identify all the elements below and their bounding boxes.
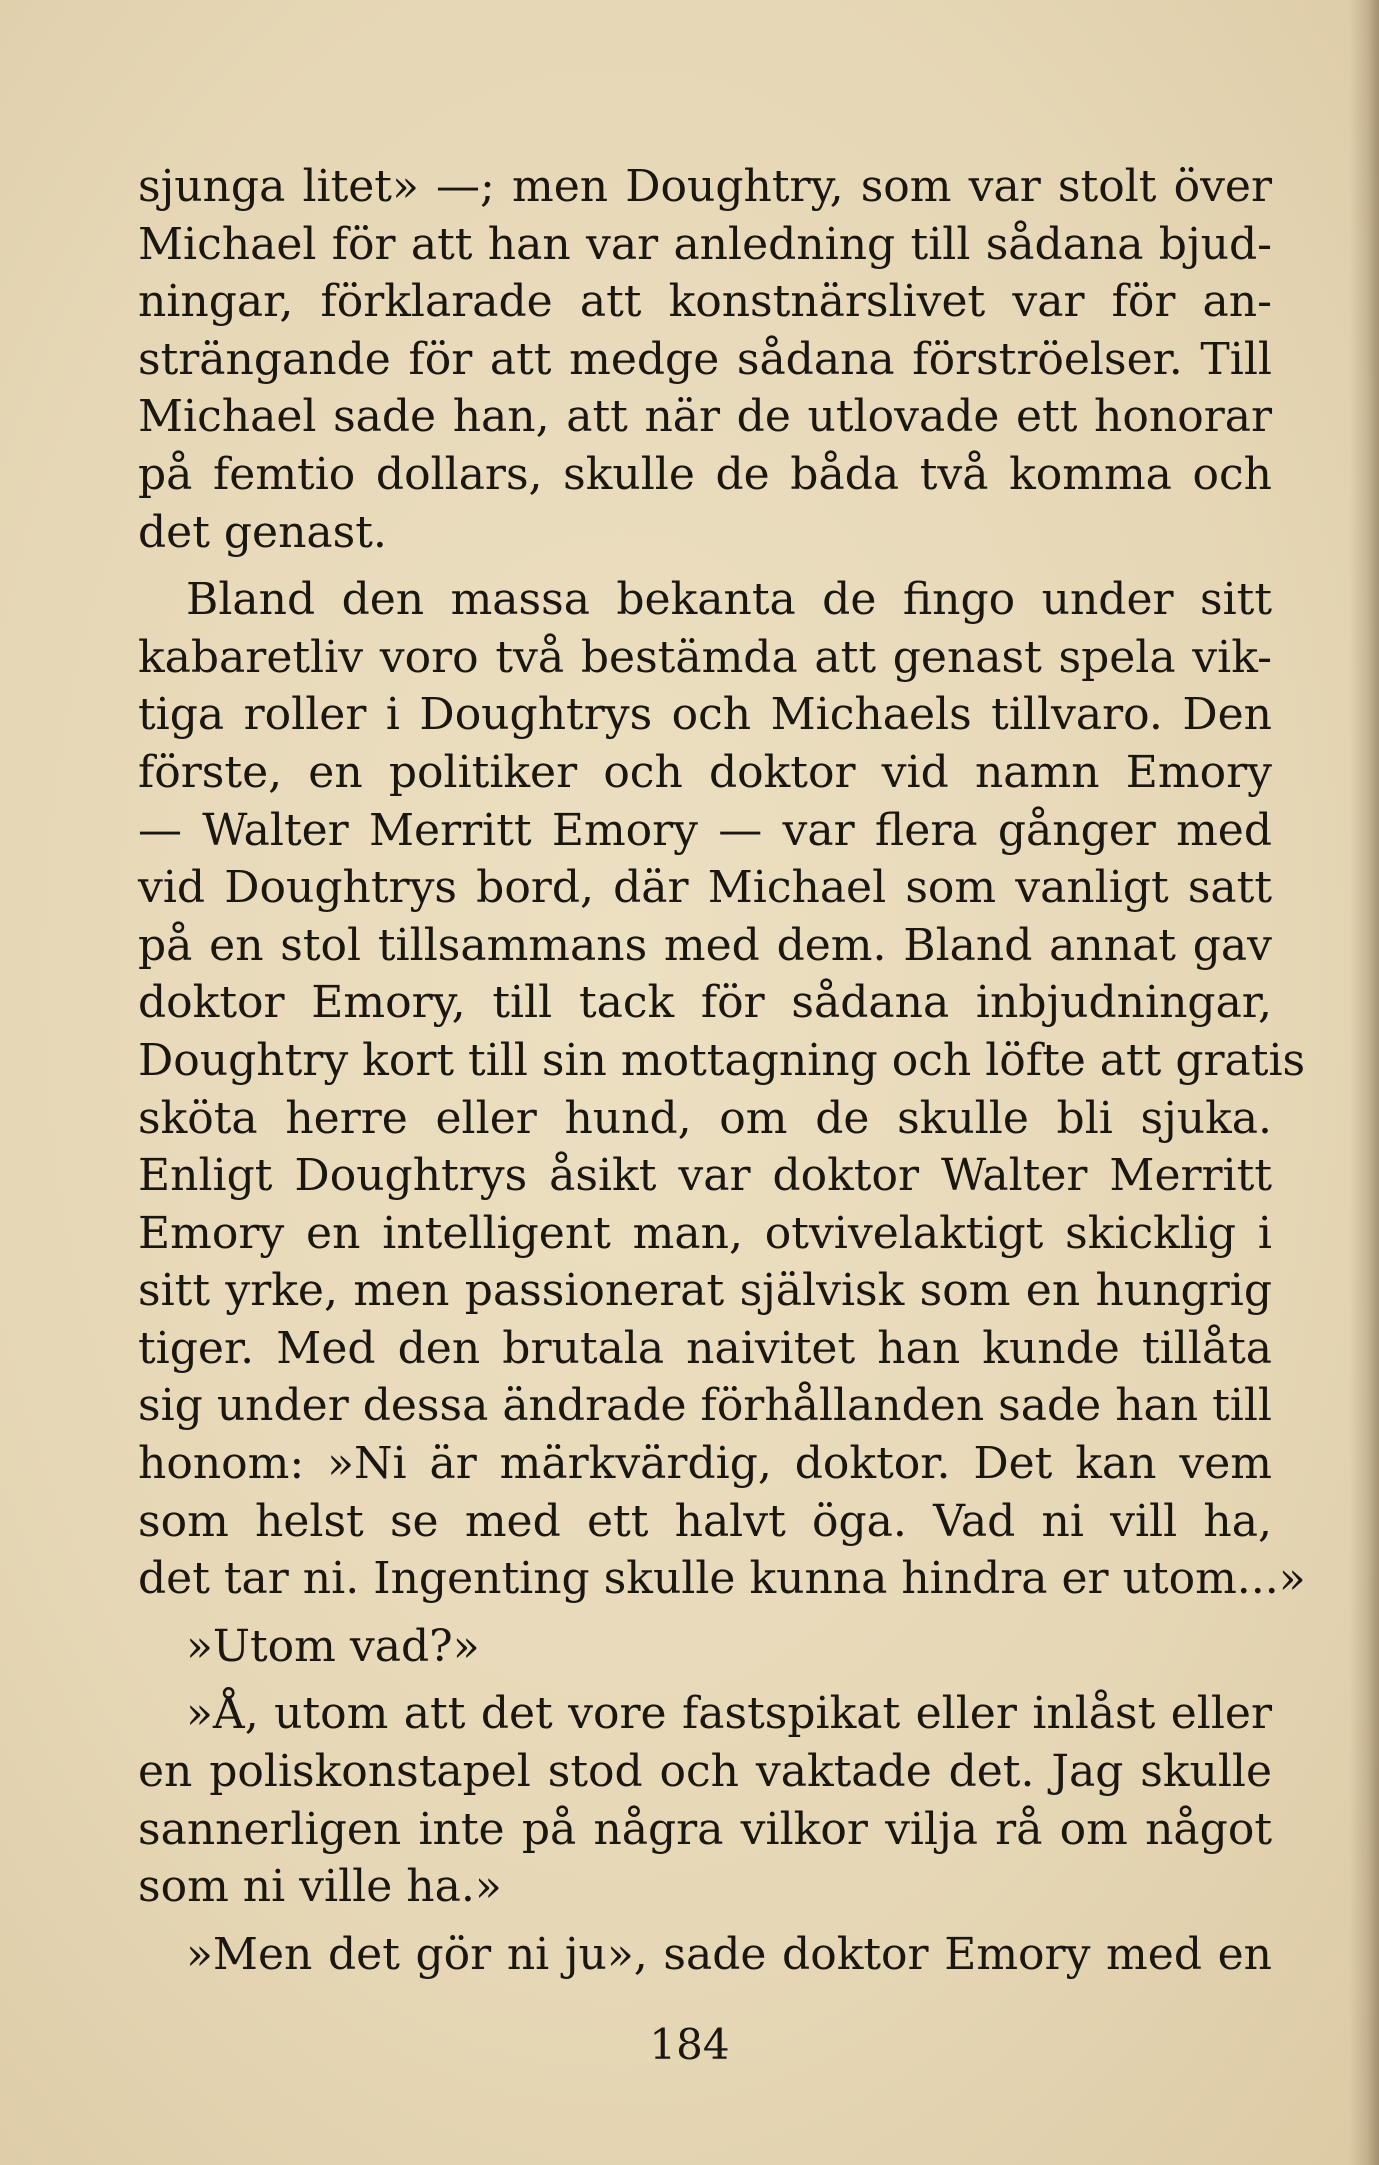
page-gutter-shadow [1349,0,1379,2165]
text-line: ningar, förklarade att konstnärslivet var för an- [138,276,1272,328]
text-line: kabaretliv voro två bestämda att genast spela vik- [138,631,1272,683]
text-line: på femtio dollars, skulle de båda två komma och [138,448,1272,500]
paragraph-5 [138,1926,1272,1984]
paragraph-4 [138,1685,1272,1915]
paragraph-2 [138,571,1306,1608]
text-line: Bland den massa bekanta de fingo under sitt [186,574,1272,626]
text-line: Doughtry kort till sin mottagning och löfte att gratis [138,1034,1306,1086]
text-line: på en stol tillsammans med dem. Bland annat gav [138,919,1272,971]
text-line: som helst se med ett halvt öga. Vad ni vill ha, [138,1495,1272,1547]
text-line: förste, en politiker och doktor vid namn Emory [138,746,1272,798]
paragraph-3 [138,1618,1272,1676]
text-line: vid Doughtrys bord, där Michael som vanligt satt [138,862,1272,914]
text-line: Enligt Doughtrys åsikt var doktor Walter Merritt [138,1150,1272,1202]
text-line: Emory en intelligent man, otvivelaktigt skicklig i [138,1207,1272,1259]
text-line: det tar ni. Ingenting skulle kunna hindra er utom...» [138,1553,1306,1605]
text-line: — Walter Merritt Emory — var flera gånger med [138,804,1272,856]
text-line: sjunga litet» —; men Doughtry, som var stolt över [138,161,1272,212]
text-line: sig under dessa ändrade förhållanden sade han till [138,1380,1272,1432]
text-line: strängande för att medge sådana förströelser. Till [138,333,1272,385]
paragraph-1 [138,158,1272,561]
text-line: honom: »Ni är märkvärdig, doktor. Det kan vem [138,1438,1272,1490]
text-line: sitt yrke, men passionerat självisk som en hungrig [138,1265,1272,1317]
text-line: »Å, utom att det vore fastspikat eller inlåst eller [186,1688,1272,1740]
text-line: en poliskonstapel stod och vaktade det. Jag skulle [138,1746,1272,1798]
body-text [138,158,1306,1983]
text-line: sannerligen inte på några vilkor vilja rå om något [138,1803,1272,1855]
text-line: doktor Emory, till tack för sådana inbjudningar, [138,977,1272,1029]
text-line: tiger. Med den brutala naivitet han kunde tillåta [138,1322,1272,1374]
page-number: 184 [649,2020,730,2069]
text-line: tiga roller i Doughtrys och Michaels tillvaro. Den [138,689,1272,741]
text-line: »Men det gör ni ju», sade doktor Emory med en [186,1928,1272,1980]
text-line: som ni ville ha.» [138,1861,502,1913]
text-line: Michael för att han var anledning till sådana bjud- [138,218,1272,270]
text-line: det genast. [138,506,387,558]
text-line: sköta herre eller hund, om de skulle bli sjuka. [138,1092,1272,1144]
text-line: »Utom vad?» [186,1620,480,1672]
text-line: Michael sade han, att när de utlovade ett honorar [138,391,1272,443]
